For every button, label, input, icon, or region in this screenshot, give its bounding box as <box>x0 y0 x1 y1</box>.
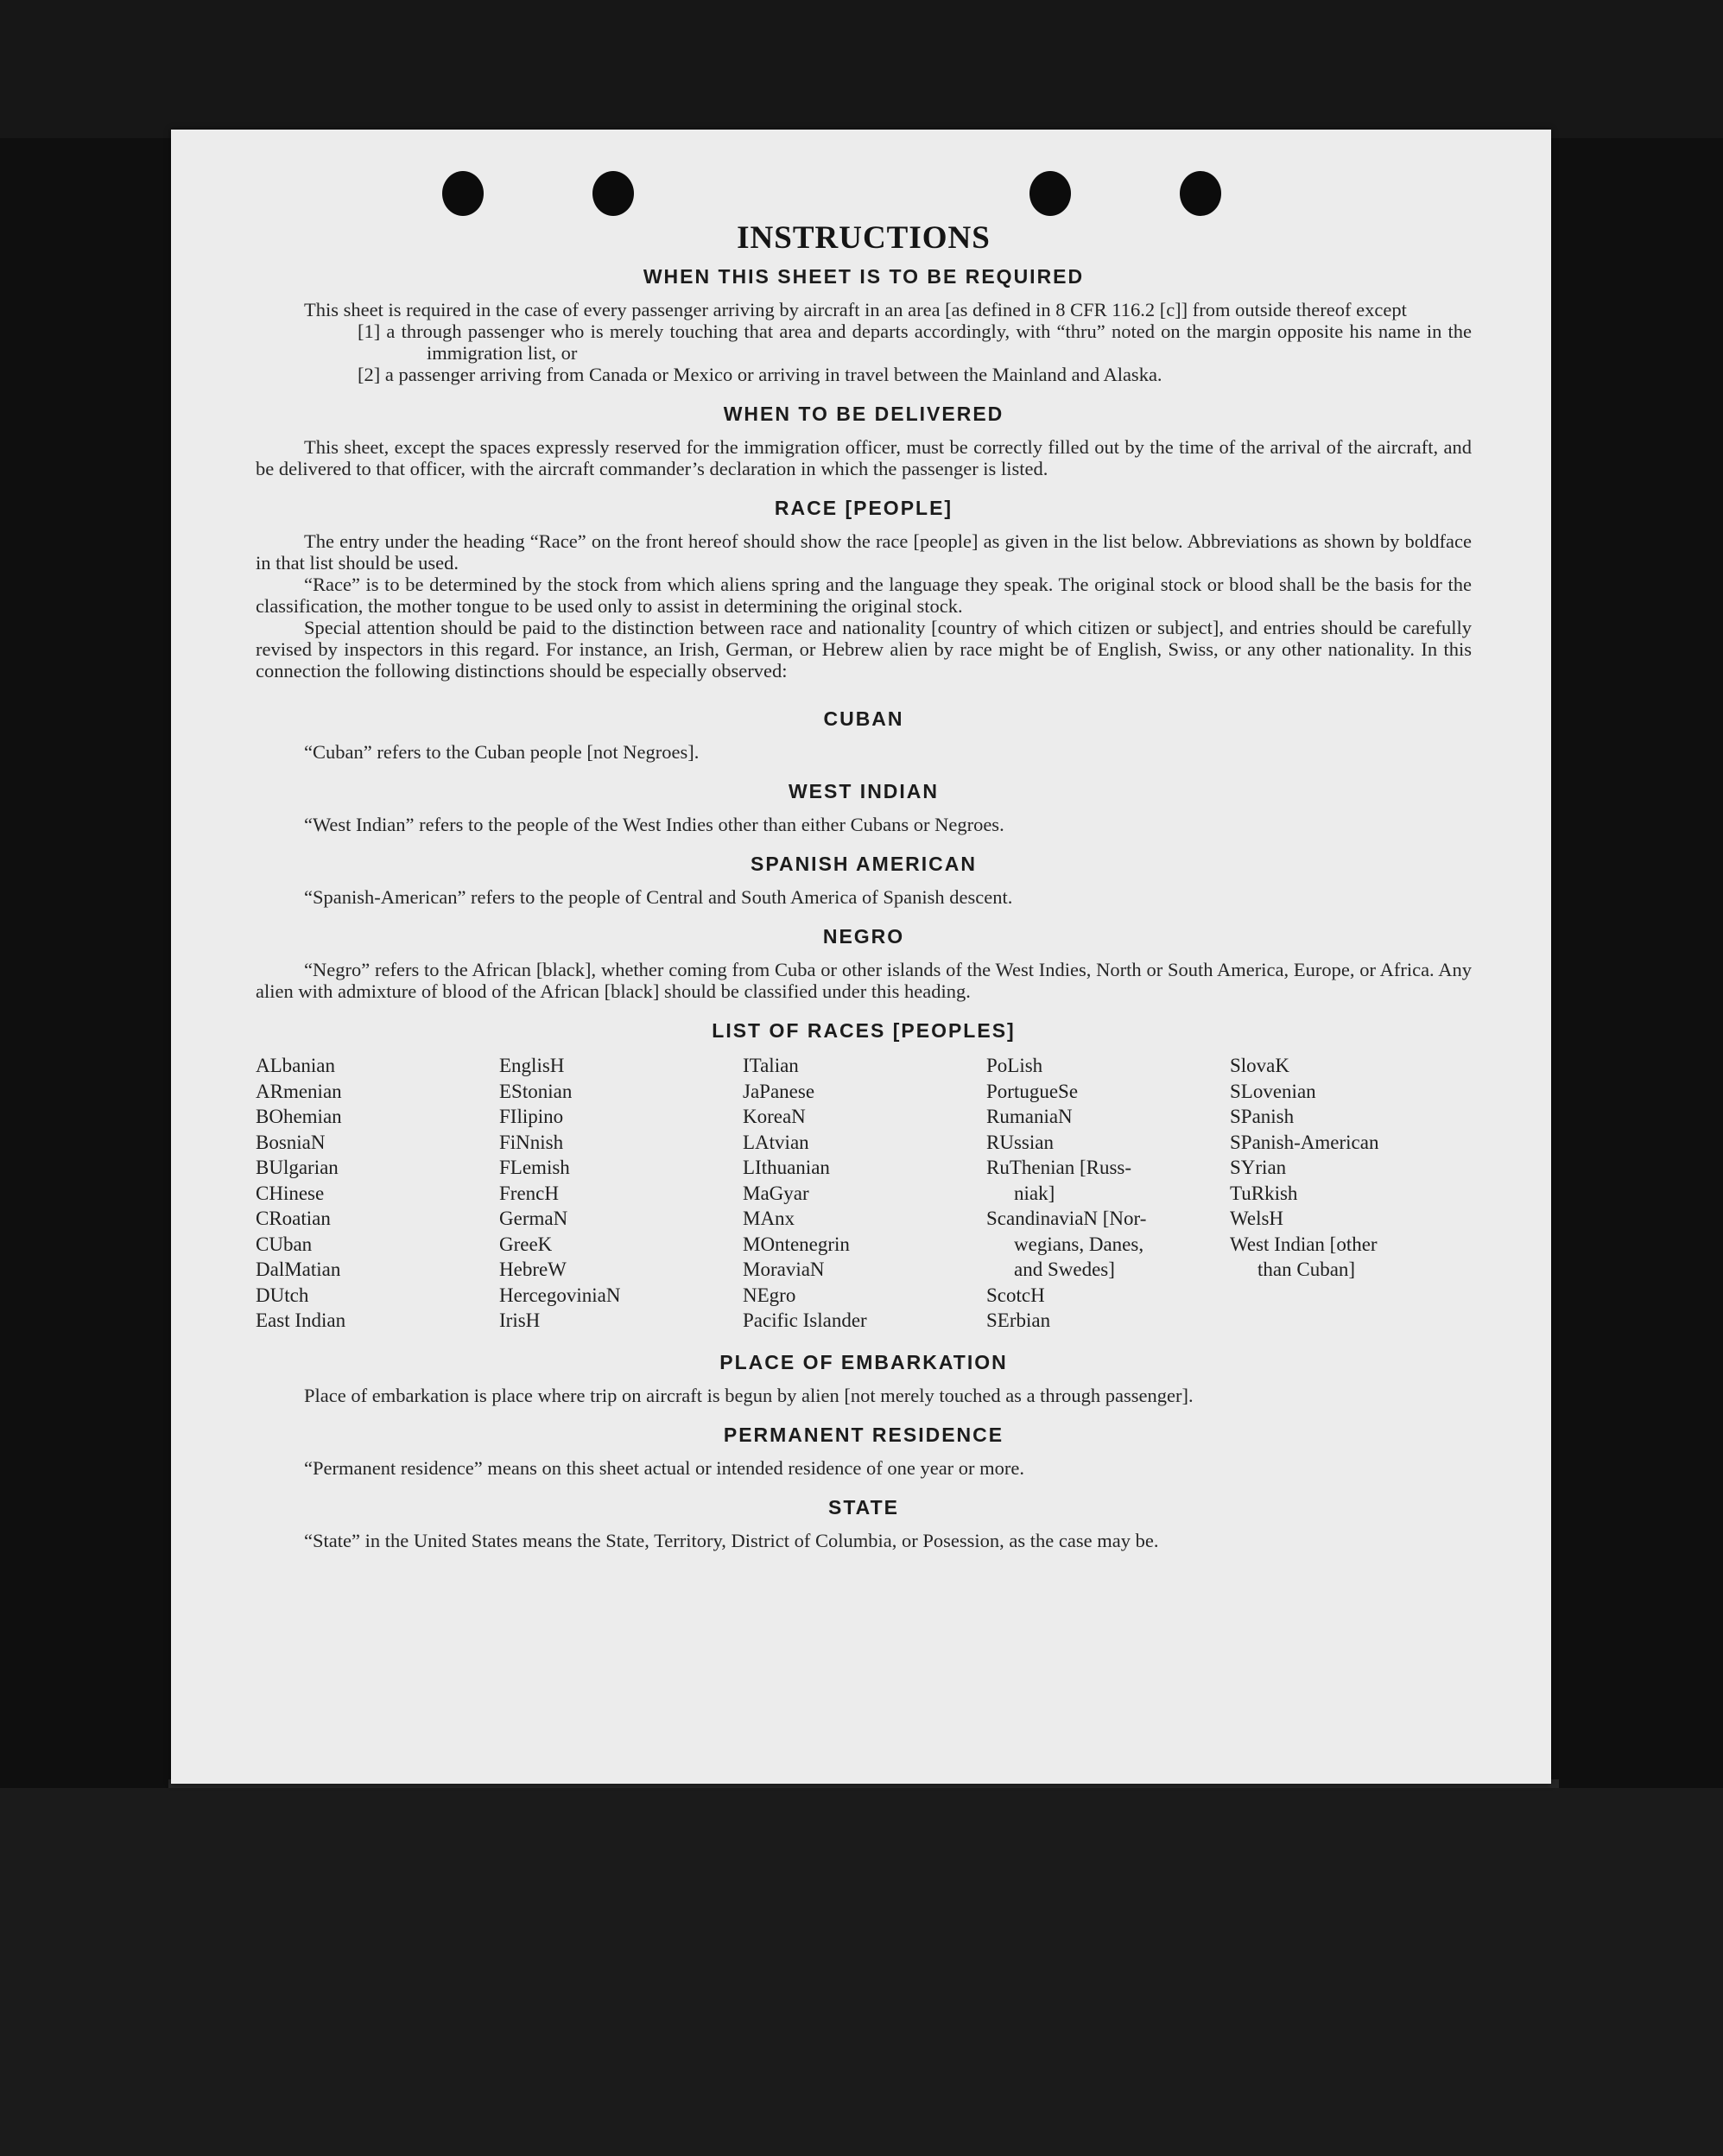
race-entry: SLovenian <box>1230 1080 1316 1102</box>
punch-hole <box>592 171 634 216</box>
race-entry: ScotcH <box>986 1284 1045 1306</box>
race-entry: Pacific Islander <box>743 1309 867 1331</box>
race-entry: LAtvian <box>743 1131 809 1153</box>
race-entry: KoreaN <box>743 1106 806 1127</box>
punch-hole <box>1029 171 1071 216</box>
race-entry: ITalian <box>743 1055 799 1076</box>
race-list <box>256 1053 1472 1334</box>
race-entry: LIthuanian <box>743 1157 830 1178</box>
race-entry: HercegoviniaN <box>499 1284 621 1306</box>
race-entry-continued: wegians, Danes, <box>1014 1233 1144 1255</box>
race-entry: IrisH <box>499 1309 541 1331</box>
race-entry: SPanish <box>1230 1106 1295 1127</box>
when-required-intro: This sheet is required in the case of every passenger arriving by aircraft in an area [as defined in 8 CFR 116.2 [c]] from outside thereof except <box>304 299 1407 320</box>
race-entry: GermaN <box>499 1208 568 1229</box>
race-entry: PortugueSe <box>986 1080 1079 1102</box>
race-entry: GreeK <box>499 1233 553 1255</box>
heading-permanent-residence: PERMANENT RESIDENCE <box>723 1423 1004 1446</box>
race-entry-continued: niak] <box>1014 1182 1055 1204</box>
race-entry: SPanish-American <box>1230 1131 1379 1153</box>
race-entry: BosniaN <box>256 1131 326 1153</box>
race-entry: SYrian <box>1230 1157 1287 1178</box>
race-entry: ARmenian <box>256 1080 342 1102</box>
heading-when-delivered: WHEN TO BE DELIVERED <box>723 403 1004 425</box>
scanner-background-bottom <box>0 1788 1723 2156</box>
race-entry: JaPanese <box>743 1080 815 1102</box>
race-entry: West Indian [other <box>1230 1233 1378 1255</box>
west-indian-text: “West Indian” refers to the people of the West Indies other than either Cubans or Negroes. <box>304 814 1004 835</box>
race-entry: TuRkish <box>1230 1182 1298 1204</box>
race-entry: FIlipino <box>499 1106 564 1127</box>
race-entry-continued: and Swedes] <box>1014 1259 1115 1280</box>
race-paragraph: The entry under the heading “Race” on the front hereof should show the race [people] as given in the list below. Abbreviations as shown by boldface in that list should be used. <box>256 530 1472 574</box>
race-entry: East Indian <box>256 1309 346 1331</box>
negro-text: “Negro” refers to the African [black], whether coming from Cuba or other islands of the West Indies, North or South America, Europe, or Africa. Any alien with admixture of blood of the African [black] should be classified under this heading. <box>256 959 1472 1002</box>
exception-item-2: [2] a passenger arriving from Canada or Mexico or arriving in travel between the Mainland and Alaska. <box>358 364 1162 385</box>
race-entry: MOntenegrin <box>743 1233 850 1255</box>
race-column-5 <box>1230 1053 1472 1334</box>
race-entry: ALbanian <box>256 1055 335 1076</box>
race-entry: ScandinaviaN [Nor- <box>986 1208 1147 1229</box>
race-entry: FLemish <box>499 1157 570 1178</box>
permanent-residence-text: “Permanent residence” means on this sheet actual or intended residence of one year or more. <box>304 1456 1025 1479</box>
race-entry: EStonian <box>499 1080 573 1102</box>
race-entry: SErbian <box>986 1309 1051 1331</box>
place-of-embarkation-text: Place of embarkation is place where trip on aircraft is begun by alien [not merely touched as a through passenger]. <box>304 1384 1194 1406</box>
race-entry: DUtch <box>256 1284 309 1306</box>
heading-list-of-races: LIST OF RACES [PEOPLES] <box>712 1019 1016 1042</box>
race-entry: CRoatian <box>256 1208 331 1229</box>
race-entry: FrencH <box>499 1182 559 1204</box>
spanish-american-text: “Spanish-American” refers to the people of Central and South America of Spanish descent. <box>304 886 1013 908</box>
race-entry: MAnx <box>743 1208 795 1229</box>
state-text: “State” in the United States means the State, Territory, District of Columbia, or Posession, as the case may be. <box>304 1529 1159 1551</box>
instruction-sheet <box>171 130 1551 1784</box>
punch-hole <box>442 171 484 216</box>
race-entry: MaGyar <box>743 1182 809 1204</box>
heading-state: STATE <box>828 1495 899 1519</box>
race-entry-continued: than Cuban] <box>1257 1259 1356 1280</box>
sheet-content <box>256 219 1472 1551</box>
heading-west-indian: WEST INDIAN <box>788 780 940 802</box>
race-entry: NEgro <box>743 1284 796 1306</box>
race-paragraph: “Race” is to be determined by the stock from which aliens spring and the language they speak. The original stock or blood shall be the basis for the classification, the mother tongue to be used only to assist in determining the original stock. <box>256 574 1472 617</box>
race-column-1 <box>256 1053 499 1334</box>
race-entry: BUlgarian <box>256 1157 339 1178</box>
race-entry: FiNnish <box>499 1131 564 1153</box>
heading-negro: NEGRO <box>822 925 905 948</box>
race-column-3 <box>743 1053 986 1334</box>
exception-item-1: [1] a through passenger who is merely touching that area and departs accordingly, with “thru” noted on the margin opposite his name in the immigration list, or <box>358 320 1472 364</box>
race-entry: RUssian <box>986 1131 1054 1153</box>
race-column-4 <box>986 1053 1230 1334</box>
heading-cuban: CUBAN <box>823 707 904 730</box>
race-entry: CUban <box>256 1233 313 1255</box>
when-delivered-text: This sheet, except the spaces expressly reserved for the immigration officer, must be correctly filled out by the time of the arrival of the aircraft, and be delivered to that officer, with the aircraft commander’s declaration in which the passenger is listed. <box>256 436 1472 479</box>
race-entry: PoLish <box>986 1055 1043 1076</box>
document-title: INSTRUCTIONS <box>737 220 991 256</box>
race-entry: EnglisH <box>499 1055 565 1076</box>
heading-when-required: WHEN THIS SHEET IS TO BE REQUIRED <box>643 265 1085 288</box>
race-entry: RumaniaN <box>986 1106 1073 1127</box>
heading-spanish-american: SPANISH AMERICAN <box>750 853 977 875</box>
race-entry: RuThenian [Russ- <box>986 1157 1132 1178</box>
race-column-2 <box>499 1053 743 1334</box>
race-entry: DalMatian <box>256 1259 341 1280</box>
race-entry: HebreW <box>499 1259 567 1280</box>
punch-hole <box>1180 171 1221 216</box>
race-entry: BOhemian <box>256 1106 342 1127</box>
race-entry: WelsH <box>1230 1208 1284 1229</box>
race-entry: SlovaK <box>1230 1055 1289 1076</box>
scanner-background-top <box>0 0 1723 138</box>
cuban-text: “Cuban” refers to the Cuban people [not Negroes]. <box>304 741 700 763</box>
heading-place-of-embarkation: PLACE OF EMBARKATION <box>719 1350 1008 1373</box>
race-entry: MoraviaN <box>743 1259 825 1280</box>
heading-race: RACE [PEOPLE] <box>774 497 953 519</box>
race-paragraph: Special attention should be paid to the distinction between race and nationality [country of which citizen or subject], and entries should be carefully revised by inspectors in this regard. For instance, an Irish, German, or Hebrew alien by race might be of English, Swiss, or any other nationality. In this connection the following distinctions should be especially observed: <box>256 617 1472 682</box>
race-entry: CHinese <box>256 1182 325 1204</box>
